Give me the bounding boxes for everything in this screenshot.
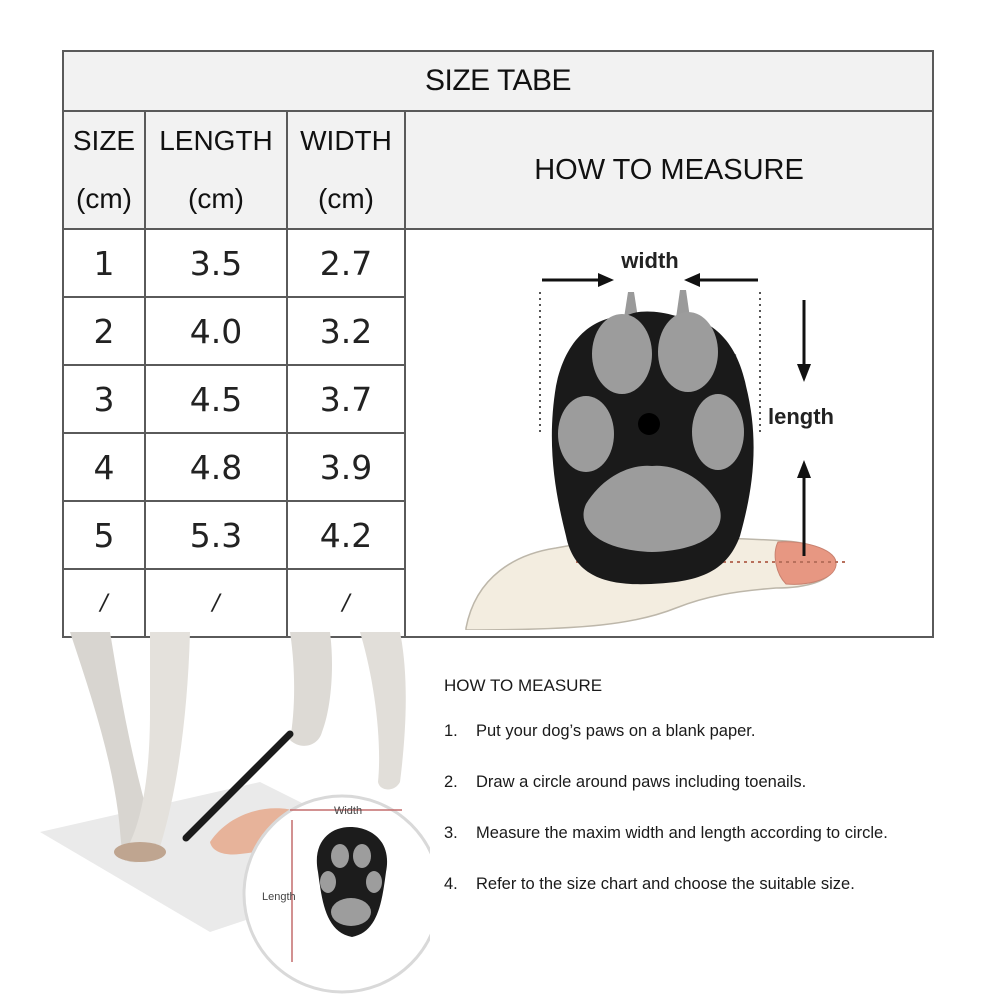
- width-label: width: [621, 248, 679, 273]
- size-cell: 5: [63, 501, 145, 569]
- step-number: 3.: [444, 824, 458, 842]
- length-cell: 4.8: [145, 433, 287, 501]
- step-text: Measure the maxim width and length according to circle.: [476, 824, 888, 842]
- small-main-pad: [331, 898, 371, 926]
- photo-length-label: Length: [262, 891, 296, 903]
- length-cell: 4.0: [145, 297, 287, 365]
- size-cell: 4: [63, 433, 145, 501]
- toe-pad-4: [692, 394, 744, 470]
- how-to-measure-header: HOW TO MEASURE: [405, 111, 933, 229]
- width-cell: 2.7: [287, 229, 405, 297]
- dog-paw: [114, 842, 166, 862]
- width-header: [287, 111, 405, 229]
- width-arrowhead-right: [684, 273, 700, 287]
- list-item: [444, 722, 984, 741]
- measuring-photo: [0, 632, 430, 1000]
- step-text: Refer to the size chart and choose the suitable size.: [476, 875, 855, 893]
- table-header-row: [63, 111, 933, 229]
- center-dot: [638, 413, 660, 435]
- length-header: [145, 111, 287, 229]
- toe-pad-2: [658, 312, 718, 392]
- size-header: [63, 111, 145, 229]
- table-title: SIZE TABE: [63, 51, 933, 111]
- width-cell: 3.9: [287, 433, 405, 501]
- size-cell: 3: [63, 365, 145, 433]
- small-toe-pad-1: [331, 844, 349, 868]
- list-item: [444, 773, 984, 792]
- photo-width-label: Width: [333, 805, 363, 817]
- length-cell: /: [145, 569, 287, 637]
- list-item: [444, 824, 984, 843]
- width-header-label: WIDTH: [300, 125, 392, 156]
- dog-leg-back-right: [360, 632, 406, 790]
- size-header-label: SIZE: [72, 125, 136, 156]
- width-arrowhead-left: [598, 273, 614, 287]
- width-cell: 3.7: [287, 365, 405, 433]
- toe-pad-3: [558, 396, 614, 472]
- small-toe-pad-4: [366, 871, 382, 893]
- length-cell: 3.5: [145, 229, 287, 297]
- paw-diagram-cell: [405, 229, 933, 637]
- length-cell: 5.3: [145, 501, 287, 569]
- length-arrowhead-top: [797, 364, 811, 382]
- step-text: Put your dog’s paws on a blank paper.: [476, 722, 756, 740]
- instructions-title: HOW TO MEASURE: [444, 676, 603, 695]
- small-toe-pad-3: [320, 871, 336, 893]
- list-item: [444, 875, 984, 894]
- width-header-unit: (cm): [318, 183, 374, 214]
- table-row: [63, 229, 933, 297]
- length-header-label: LENGTH: [159, 125, 273, 156]
- size-cell: 1: [63, 229, 145, 297]
- paw-diagram: [406, 236, 930, 630]
- fingernail-shape: [775, 542, 836, 585]
- length-header-unit: (cm): [188, 183, 244, 214]
- width-cell: /: [287, 569, 405, 637]
- size-table: [62, 50, 934, 638]
- instructions-panel: [444, 676, 984, 926]
- size-cell: /: [63, 569, 145, 637]
- step-number: 4.: [444, 875, 458, 893]
- small-toe-pad-2: [353, 844, 371, 868]
- toe-pad-1: [592, 314, 652, 394]
- size-cell: 2: [63, 297, 145, 365]
- table-title-row: [63, 51, 933, 111]
- width-cell: 4.2: [287, 501, 405, 569]
- instructions-list: [444, 722, 984, 894]
- dog-leg-back-left: [290, 632, 332, 746]
- length-cell: 4.5: [145, 365, 287, 433]
- step-number: 2.: [444, 773, 458, 791]
- width-cell: 3.2: [287, 297, 405, 365]
- size-header-unit: (cm): [76, 183, 132, 214]
- step-number: 1.: [444, 722, 458, 740]
- length-label: length: [768, 404, 834, 429]
- step-text: Draw a circle around paws including toenails.: [476, 773, 807, 791]
- length-arrowhead-bottom: [797, 460, 811, 478]
